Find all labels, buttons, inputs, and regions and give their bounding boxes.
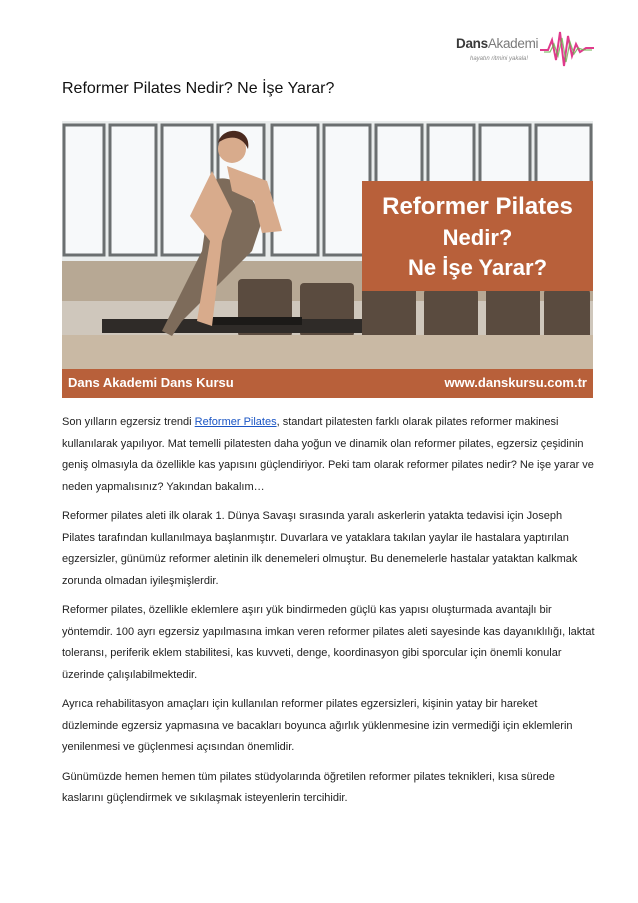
article-body bbox=[62, 412, 596, 818]
overlay-line-1: Reformer Pilates bbox=[382, 193, 573, 220]
hero-banner bbox=[62, 369, 593, 398]
dans-akademi-logo[interactable] bbox=[452, 26, 594, 74]
paragraph-rehabilitation: Ayrıca rehabilitasyon amaçları için kullanılan reformer pilates egzersizleri, kişinin yatay bir hareket düzleminde egzersiz yapmasına ve bacakları boyunca ağırlık yüklenmesine izin vermediği için eklemlerin yenilenmesi ve güçlenmesi açısından önemlidir. bbox=[62, 698, 573, 753]
overlay-line-2: Nedir? bbox=[442, 225, 513, 250]
hero-image bbox=[62, 121, 593, 398]
logo-tagline: hayatın ritmini yakala! bbox=[470, 56, 529, 62]
waveform-icon bbox=[540, 26, 594, 70]
paragraph-intro bbox=[62, 412, 596, 498]
paragraph-conclusion: Günümüzde hemen hemen tüm pilates stüdyolarında öğretilen reformer pilates teknikleri, kısa sürede kaslarını güçlendirmek ve sıkılaşmak isteyenlerin tercihidir. bbox=[62, 770, 555, 804]
hero-overlay bbox=[362, 181, 593, 291]
banner-brand-text: Dans Akademi Dans Kursu bbox=[68, 375, 234, 390]
article-title: Reformer Pilates Nedir? Ne İşe Yarar? bbox=[62, 80, 335, 97]
logo-brand: DansAkademi bbox=[456, 36, 539, 51]
paragraph-benefits: Reformer pilates, özellikle eklemlere aşırı yük bindirmeden güçlü kas yapısı oluşturmada avantajlı bir yöntemdir. 100 ayrı egzersiz yapılmasına imkan veren reformer pilates aleti sayesinde kas dayanıklılığı, laktat toleransı, periferik eklem stabilitesi, kas kuvveti, denge, koordinasyon gibi sporcular için önemli konular üzerinde çalışılabilmektedir. bbox=[62, 604, 595, 681]
banner-url-text: www.danskursu.com.tr bbox=[444, 375, 587, 390]
paragraph-history: Reformer pilates aleti ilk olarak 1. Dünya Savaşı sırasında yaralı askerlerin yatakta tedavisi için Joseph Pilates tarafından kullanılmaya başlanmıştır. Duvarlara ve yataklara takılan yaylar ile hastalara yaptırılan egzersizler, günümüz reformer aletinin ilk denemeleri olmuştur. Bu denemelerle hastalar yataktan kalkmak zorunda olmadan iyileşmişlerdir. bbox=[62, 510, 578, 587]
paragraph-intro-start: Son yılların egzersiz trendi bbox=[62, 416, 195, 428]
paragraph-intro-rest: , standart pilatesten farklı olarak pilates reformer makinesi kullanılarak yapılıyor. Mat temelli pilatesten daha yoğun ve dinamik olan reformer pilates, egzersiz çeşidinin geniş olmasıyla da özellikle kas yapısını güçlendiriyor. Peki tam olarak reformer pilates nedir? Ne işe yarar ve neden yapmalısınız? Yakından bakalım… bbox=[62, 416, 594, 493]
reformer-pilates-link[interactable]: Reformer Pilates bbox=[194, 416, 277, 428]
overlay-line-3: Ne İşe Yarar? bbox=[407, 255, 548, 280]
